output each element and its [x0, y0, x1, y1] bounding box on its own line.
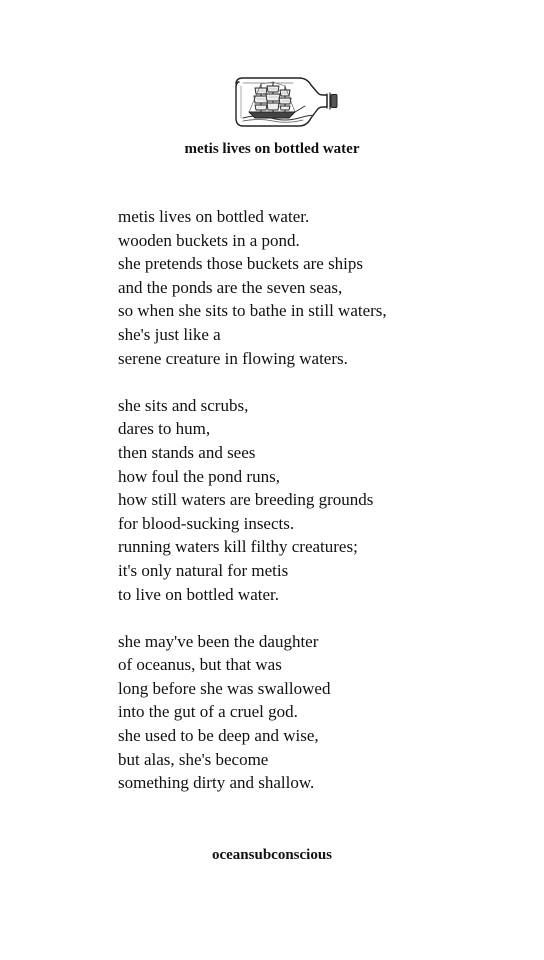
poem-line: long before she was swallowed	[118, 678, 331, 698]
poem-line: but alas, she's become	[118, 749, 269, 769]
poem-line: how foul the pond runs,	[118, 466, 280, 486]
stanza	[118, 630, 518, 795]
poem-line: of oceanus, but that was	[118, 655, 282, 675]
poem-title: metis lives on bottled water	[184, 141, 360, 157]
poem-line: for blood-sucking insects.	[118, 513, 295, 533]
poem-line: serene creature in flowing waters.	[118, 348, 348, 368]
poem-line: she pretends those buckets are ships	[118, 254, 364, 274]
poem-line: she's just like a	[118, 324, 221, 344]
stanza	[118, 205, 518, 370]
poem-line: she may've been the daughter	[118, 631, 319, 651]
poem-line: something dirty and shallow.	[118, 773, 315, 793]
poem-line: she sits and scrubs,	[118, 395, 249, 415]
poem-line: and the ponds are the seven seas,	[118, 277, 343, 297]
poem-body	[118, 205, 518, 795]
author-signature: oceansubconscious	[211, 847, 333, 863]
poem-line: then stands and sees	[118, 442, 256, 462]
poem-line: into the gut of a cruel god.	[118, 702, 298, 722]
poem-line: running waters kill filthy creatures;	[118, 537, 358, 557]
poem-line: wooden buckets in a pond.	[118, 230, 300, 250]
poem-line: dares to hum,	[118, 419, 211, 439]
stanza	[118, 394, 518, 606]
poem-line: how still waters are breeding grounds	[118, 490, 374, 510]
poem-line: it's only natural for metis	[118, 560, 289, 580]
ship-in-bottle-icon	[233, 72, 339, 132]
poem-line: metis lives on bottled water.	[118, 207, 310, 226]
poem-line: she used to be deep and wise,	[118, 726, 319, 746]
poem-line: to live on bottled water.	[118, 584, 279, 604]
poem-line: so when she sits to bathe in still waters,	[118, 301, 387, 321]
